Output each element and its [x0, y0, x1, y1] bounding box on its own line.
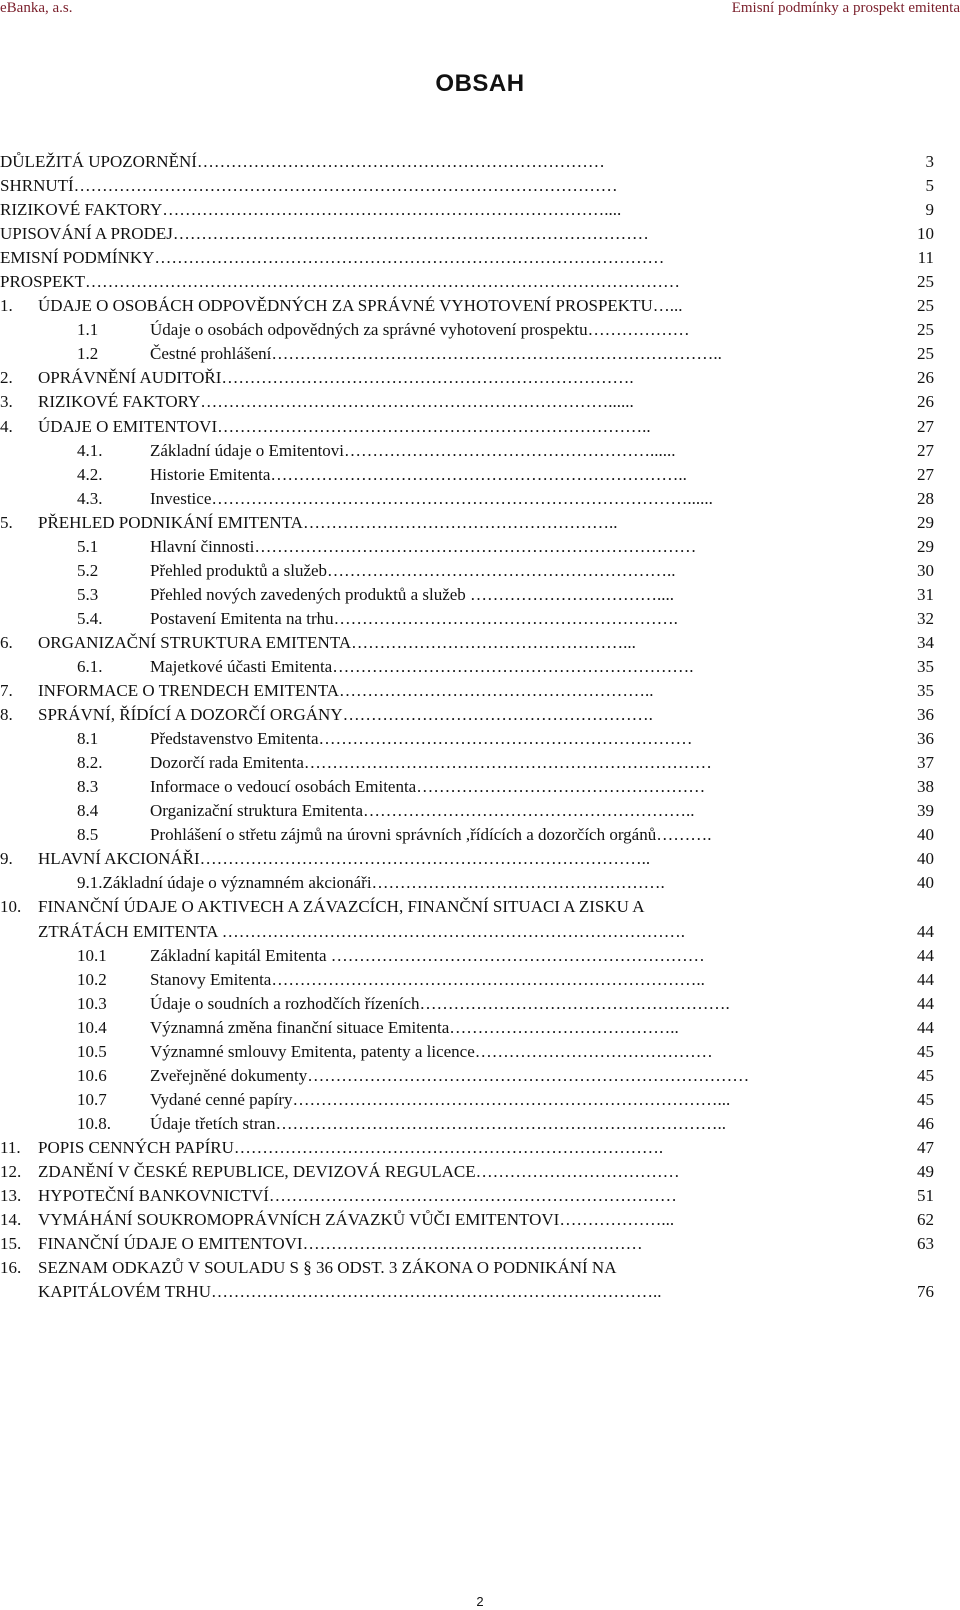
toc-entry[interactable]	[0, 198, 940, 222]
toc-entry-page: 76	[917, 1282, 934, 1302]
toc-entry-number: 1.1	[77, 320, 99, 340]
toc-entry[interactable]	[0, 583, 940, 607]
toc-entry-number: 6.	[0, 632, 13, 652]
toc-entry[interactable]	[0, 415, 940, 439]
toc-entry-page: 35	[917, 681, 934, 701]
toc-entry-page: 29	[917, 512, 934, 532]
toc-entry[interactable]	[0, 920, 940, 944]
toc-entry-number: 7.	[0, 681, 13, 701]
toc-entry-text: VYMÁHÁNÍ SOUKROMOPRÁVNÍCH ZÁVAZKŮ VŮČI EMITENTOVI………………...	[38, 1210, 675, 1230]
toc-entry[interactable]	[0, 1208, 940, 1232]
toc-entry[interactable]	[0, 799, 940, 823]
toc-entry-number: 15.	[0, 1234, 22, 1254]
toc-entry[interactable]	[0, 150, 940, 174]
toc-entry[interactable]	[0, 751, 940, 775]
toc-entry-page: 40	[917, 825, 934, 845]
toc-entry-page: 37	[917, 753, 934, 773]
toc-entry-page: 51	[917, 1186, 934, 1206]
toc-entry-page: 36	[917, 729, 934, 749]
toc-entry[interactable]	[0, 463, 940, 487]
toc-entry[interactable]	[0, 944, 940, 968]
toc-entry-page: 26	[917, 368, 934, 388]
toc-entry[interactable]	[0, 992, 940, 1016]
toc-entry-text: Údaje o osobách odpovědných za správné vyhotovení prospektu………………	[150, 320, 690, 340]
toc-entry-text: SEZNAM ODKAZŮ V SOULADU S § 36 ODST. 3 ZÁKONA O PODNIKÁNÍ NA	[38, 1258, 617, 1278]
toc-entry-number: 10.7	[77, 1089, 107, 1109]
toc-entry-page: 25	[917, 344, 934, 364]
toc-entry-page: 28	[917, 488, 934, 508]
header-company: eBanka, a.s.	[0, 0, 73, 16]
toc-entry[interactable]	[0, 727, 940, 751]
toc-entry-page: 40	[917, 849, 934, 869]
toc-entry-text: ÚDAJE O OSOBÁCH ODPOVĚDNÝCH ZA SPRÁVNÉ VYHOTOVENÍ PROSPEKTU…...	[38, 296, 683, 316]
toc-entry-number: 12.	[0, 1161, 22, 1181]
toc-entry-text: ZDANĚNÍ V ČESKÉ REPUBLICE, DEVIZOVÁ REGULACE………………………………	[38, 1161, 680, 1181]
toc-entry[interactable]	[0, 294, 940, 318]
toc-entry-page: 32	[917, 608, 934, 628]
page-number: 2	[476, 1594, 484, 1609]
toc-entry-text: HYPOTEČNÍ BANKOVNICTVÍ………………………………………………………………	[38, 1186, 677, 1206]
toc-entry-number: 8.5	[77, 825, 99, 845]
toc-entry-page: 45	[917, 1065, 934, 1085]
toc-entry[interactable]	[0, 174, 940, 198]
toc-entry-text: RIZIKOVÉ FAKTORY………………………………………………………………......	[38, 392, 634, 412]
toc-entry-page: 5	[925, 176, 934, 196]
toc-entry[interactable]	[0, 968, 940, 992]
toc-entry-text: POPIS CENNÝCH PAPÍRU………………………………………………………………….	[38, 1137, 664, 1157]
toc-entry-text: Přehled produktů a služeb……………………………………………………..	[150, 560, 676, 580]
toc-entry-text: OPRÁVNĚNÍ AUDITOŘI……………………………………………………………….	[38, 368, 634, 388]
toc-entry-page: 25	[917, 296, 934, 316]
toc-entry-page: 44	[917, 945, 934, 965]
toc-entry-number: 10.8.	[77, 1113, 111, 1133]
toc-entry[interactable]	[0, 366, 940, 390]
toc-entry-page: 25	[917, 320, 934, 340]
toc-entry-number: 8.1	[77, 729, 99, 749]
toc-entry-page: 49	[917, 1161, 934, 1181]
toc-entry-text: KAPITÁLOVÉM TRHU……………………………………………………………………..	[38, 1282, 662, 1302]
toc-entry-text: Základní údaje o Emitentovi………………………………………………......	[150, 440, 676, 460]
toc-entry-text: FINANČNÍ ÚDAJE O EMITENTOVI……………………………………………………	[38, 1234, 643, 1254]
toc-entry[interactable]	[0, 535, 940, 559]
toc-entry-text: HLAVNÍ AKCIONÁŘI……………………………………………………………………..	[38, 849, 651, 869]
toc-entry-number: 5.3	[77, 584, 99, 604]
toc-entry-text: Informace o vedoucí osobách Emitenta……………………………………………	[150, 777, 706, 797]
toc-entry[interactable]	[0, 390, 940, 414]
toc-entry[interactable]	[0, 1256, 940, 1280]
toc-entry[interactable]	[0, 1088, 940, 1112]
toc-entry[interactable]	[0, 487, 940, 511]
toc-entry-page: 44	[917, 969, 934, 989]
toc-entry[interactable]	[0, 1136, 940, 1160]
toc-entry[interactable]	[0, 559, 940, 583]
toc-entry-number: 4.3.	[77, 488, 103, 508]
toc-entry-text: Představenstvo Emitenta…………………………………………………………	[150, 729, 693, 749]
toc-entry[interactable]	[0, 246, 940, 270]
toc-entry[interactable]	[0, 871, 940, 895]
toc-entry-text: FINANČNÍ ÚDAJE O AKTIVECH A ZÁVAZCÍCH, FINANČNÍ SITUACI A ZISKU A	[38, 897, 645, 917]
toc-entry-text: Údaje o soudních a rozhodčích řízeních……………………………………………….	[150, 993, 730, 1013]
toc-entry-page: 62	[917, 1210, 934, 1230]
toc-entry-text: 9.1.Základní údaje o významném akcionáři…………………………………………….	[77, 873, 665, 893]
toc-entry-text: DŮLEŽITÁ UPOZORNĚNÍ………………………………………………………………	[0, 152, 605, 171]
toc-entry-number: 8.3	[77, 777, 99, 797]
toc-entry-page: 46	[917, 1113, 934, 1133]
toc-entry-text: ORGANIZAČNÍ STRUKTURA EMITENTA…………………………………………...	[38, 632, 636, 652]
toc-entry-number: 1.2	[77, 344, 99, 364]
toc-entry[interactable]	[0, 1232, 940, 1256]
toc-entry-number: 16.	[0, 1258, 22, 1278]
toc-entry-number: 10.4	[77, 1017, 107, 1037]
toc-entry-page: 63	[917, 1234, 934, 1254]
toc-entry-text: Čestné prohlášení……………………………………………………………………..	[150, 344, 722, 364]
toc-entry[interactable]	[0, 511, 940, 535]
toc-entry-page: 25	[917, 272, 934, 292]
toc-entry[interactable]	[0, 318, 940, 342]
toc-entry[interactable]	[0, 895, 940, 919]
toc-entry-page: 34	[917, 632, 934, 652]
toc-entry-page: 47	[917, 1137, 934, 1157]
toc-entry-number: 1.	[0, 296, 13, 316]
toc-entry-number: 10.5	[77, 1041, 107, 1061]
toc-entry-page: 11	[917, 248, 934, 268]
toc-entry[interactable]	[0, 775, 940, 799]
toc-entry-page: 27	[917, 464, 934, 484]
toc-entry-text: Základní kapitál Emitenta …………………………………………………………	[150, 945, 705, 965]
toc-entry-text: Organizační struktura Emitenta…………………………………………………..	[150, 801, 695, 821]
toc-entry-text: Dozorčí rada Emitenta………………………………………………………………	[150, 753, 712, 773]
toc-entry-text: Postavení Emitenta na trhu…………………………………………………….	[150, 608, 678, 628]
toc-entry-number: 14.	[0, 1210, 22, 1230]
toc-entry-text: SHRNUTÍ……………………………………………………………………………………	[0, 176, 618, 196]
toc-entry-page: 30	[917, 560, 934, 580]
toc-entry-text: ÚDAJE O EMITENTOVI…………………………………………………………………..	[38, 416, 651, 436]
toc-entry-page: 27	[917, 416, 934, 436]
toc-entry-number: 6.1.	[77, 656, 103, 676]
toc-entry-page: 44	[917, 993, 934, 1013]
toc-entry-page: 10	[917, 224, 934, 244]
toc-entry-page: 44	[917, 921, 934, 941]
header-document-title: Emisní podmínky a prospekt emitenta	[731, 0, 960, 16]
toc-entry[interactable]	[0, 1040, 940, 1064]
toc-entry-text: PŘEHLED PODNIKÁNÍ EMITENTA………………………………………………..	[38, 512, 618, 532]
toc-entry-number: 10.	[0, 897, 22, 917]
toc-entry-text: INFORMACE O TRENDECH EMITENTA………………………………………………..	[38, 681, 654, 701]
toc-entry-text: Údaje třetích stran……………………………………………………………………..	[150, 1113, 727, 1133]
toc-entry[interactable]	[0, 1112, 940, 1136]
toc-entry-text: ZTRÁTÁCH EMITENTA ……………………………………………………………………….	[38, 921, 685, 941]
toc-entry-text: UPISOVÁNÍ A PRODEJ…………………………………………………………………………	[0, 224, 649, 244]
toc-entry-text: RIZIKOVÉ FAKTORY……………………………………………………………………....	[0, 200, 622, 220]
toc-entry-page: 36	[917, 705, 934, 725]
toc-entry[interactable]	[0, 607, 940, 631]
toc-entry[interactable]	[0, 222, 940, 246]
toc-entry-number: 8.	[0, 705, 13, 725]
toc-entry-text: Významné smlouvy Emitenta, patenty a licence……………………………………	[150, 1041, 713, 1061]
toc-entry-number: 2.	[0, 368, 13, 388]
toc-entry-number: 5.	[0, 512, 13, 532]
toc-entry-text: PROSPEKT……………………………………………………………………………………………	[0, 272, 681, 292]
toc-entry-page: 31	[917, 584, 934, 604]
toc-entry[interactable]	[0, 1280, 940, 1304]
toc-entry-text: Přehled nových zavedených produktů a služeb ……………………………....	[150, 584, 675, 604]
toc-entry-number: 10.6	[77, 1065, 107, 1085]
toc-entry-number: 3.	[0, 392, 13, 412]
toc-entry[interactable]	[0, 439, 940, 463]
toc-entry[interactable]	[0, 1016, 940, 1040]
toc-entry[interactable]	[0, 1064, 940, 1088]
toc-entry-text: Investice…………………………………………………………………………......	[150, 488, 713, 508]
table-of-contents	[0, 150, 940, 1304]
toc-entry-page: 9	[925, 200, 934, 220]
toc-entry[interactable]	[0, 655, 940, 679]
toc-entry-page: 38	[917, 777, 934, 797]
toc-entry-page: 45	[917, 1089, 934, 1109]
toc-entry-text: Zveřejněné dokumenty……………………………………………………………………	[150, 1065, 750, 1085]
toc-entry-page: 44	[917, 1017, 934, 1037]
toc-entry-number: 4.1.	[77, 440, 103, 460]
toc-entry-page: 26	[917, 392, 934, 412]
toc-entry[interactable]	[0, 679, 940, 703]
toc-entry-number: 4.2.	[77, 464, 103, 484]
toc-entry-number: 4.	[0, 416, 13, 436]
toc-entry[interactable]	[0, 847, 940, 871]
toc-entry[interactable]	[0, 1184, 940, 1208]
toc-entry[interactable]	[0, 342, 940, 366]
toc-entry-number: 5.4.	[77, 608, 103, 628]
toc-entry-number: 10.1	[77, 945, 107, 965]
toc-entry[interactable]	[0, 823, 940, 847]
toc-entry-number: 9.	[0, 849, 13, 869]
toc-entry[interactable]	[0, 703, 940, 727]
toc-entry-number: 5.1	[77, 536, 99, 556]
toc-entry-text: Majetkové účasti Emitenta……………………………………………………….	[150, 656, 694, 676]
toc-entry-page: 3	[925, 152, 934, 171]
toc-entry-number: 10.3	[77, 993, 107, 1013]
toc-entry[interactable]	[0, 631, 940, 655]
toc-entry-page: 40	[917, 873, 934, 893]
toc-entry-number: 8.2.	[77, 753, 103, 773]
toc-entry-text: SPRÁVNÍ, ŘÍDÍCÍ A DOZORČÍ ORGÁNY……………………………………………….	[38, 705, 653, 725]
toc-entry-page: 35	[917, 656, 934, 676]
toc-entry[interactable]	[0, 1160, 940, 1184]
toc-entry-number: 13.	[0, 1186, 22, 1206]
toc-entry-page: 29	[917, 536, 934, 556]
toc-entry-text: Prohlášení o střetu zájmů na úrovni správních ,řídících a dozorčích orgánů……….	[150, 825, 712, 845]
toc-entry-number: 11.	[0, 1137, 21, 1157]
toc-entry-number: 5.2	[77, 560, 99, 580]
toc-entry-page: 39	[917, 801, 934, 821]
toc-entry-text: Významná změna finanční situace Emitenta…………………………………..	[150, 1017, 679, 1037]
toc-entry-text: Historie Emitenta………………………………………………………………..	[150, 464, 687, 484]
toc-entry-text: Hlavní činnosti……………………………………………………………………	[150, 536, 697, 556]
toc-entry-text: Vydané cenné papíry…………………………………………………………………...	[150, 1089, 731, 1109]
toc-entry-text: EMISNÍ PODMÍNKY………………………………………………………………………………	[0, 248, 665, 268]
toc-entry-number: 10.2	[77, 969, 107, 989]
toc-entry-text: Stanovy Emitenta…………………………………………………………………..	[150, 969, 705, 989]
toc-entry-page: 45	[917, 1041, 934, 1061]
toc-entry-page: 27	[917, 440, 934, 460]
toc-entry-number: 8.4	[77, 801, 99, 821]
page-title: OBSAH	[435, 70, 525, 97]
toc-entry[interactable]	[0, 270, 940, 294]
